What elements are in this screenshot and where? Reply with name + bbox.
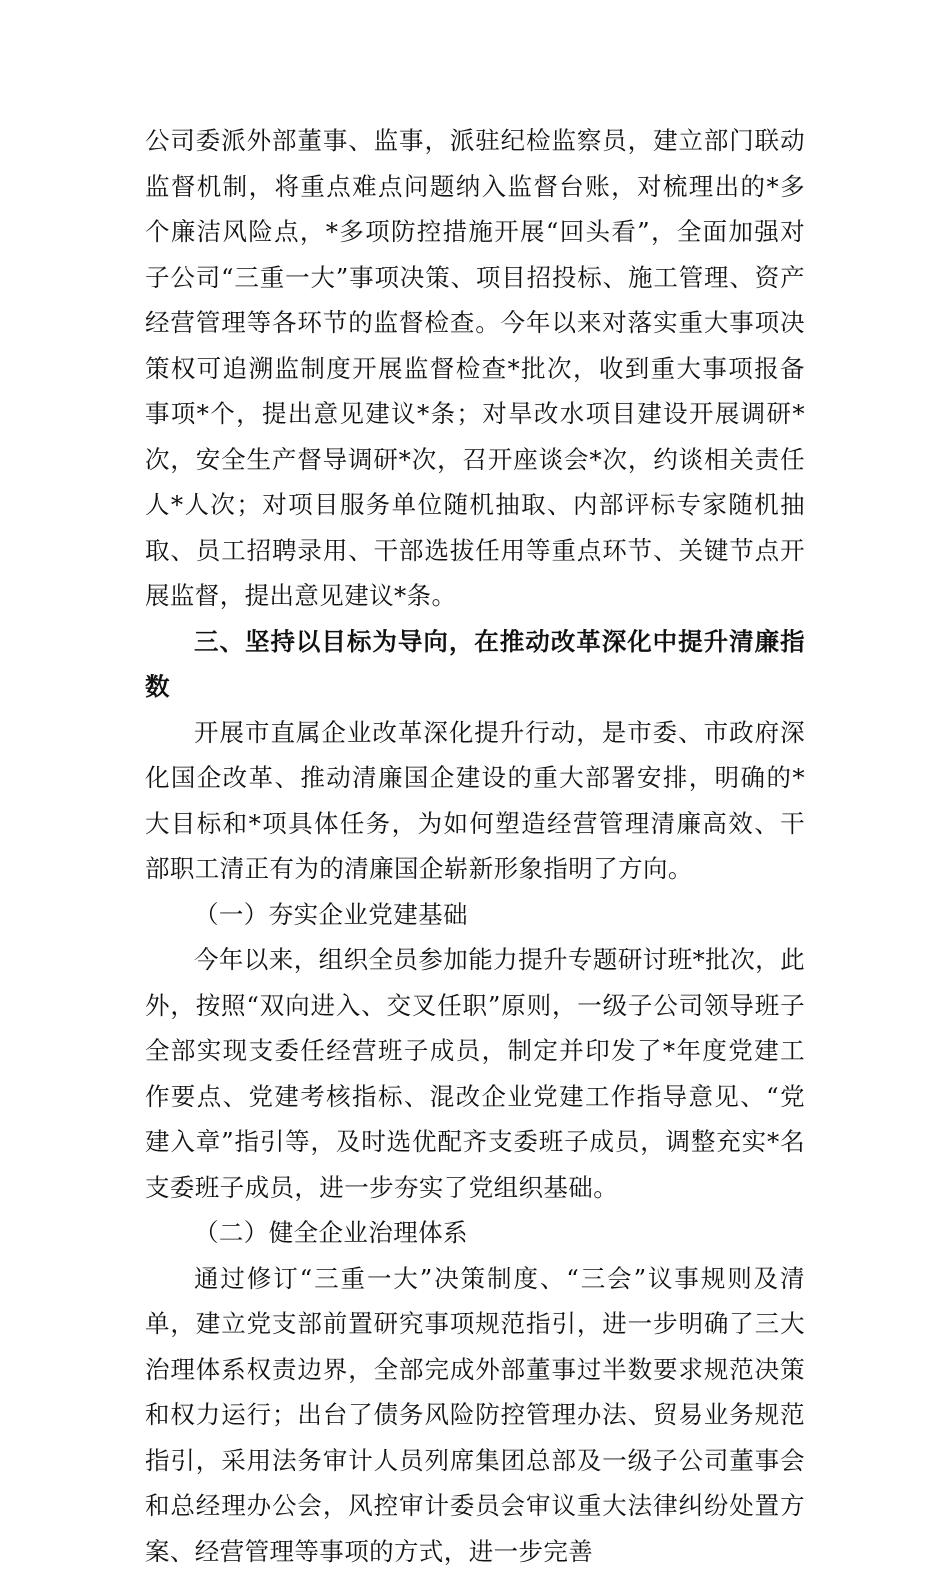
subheading-party-building: （一）夯实企业党建基础 (145, 892, 805, 938)
paragraph-party-building: 今年以来，组织全员参加能力提升专题研讨班*批次，此外，按照“双向进入、交叉任职”原则，一级子公司领导班子全部实现支委任经营班子成员，制定并印发了*年度党建工作要点、党建考核指标、混改企业党建工作指导意见、“党建入章”指引等，及时选优配齐支委班子成员，调整充实*名支委班子成员，进一步夯实了党组织基础。 (145, 937, 805, 1210)
subheading-governance: （二）健全企业治理体系 (145, 1210, 805, 1256)
paragraph-supervision: 公司委派外部董事、监事，派驻纪检监察员，建立部门联动监督机制，将重点难点问题纳入监督台账，对梳理出的*多个廉洁风险点，*多项防控措施开展“回头看”，全面加强对子公司“三重一大”事项决策、项目招投标、施工管理、资产经营管理等各环节的监督检查。今年以来对落实重大事项决策权可追溯监制度开展监督检查*批次，收到重大事项报备事项*个，提出意见建议*条；对旱改水项目建设开展调研*次，安全生产督导调研*次，召开座谈会*次，约谈相关责任人*人次；对项目服务单位随机抽取、内部评标专家随机抽取、员工招聘录用、干部选拔任用等重点环节、关键节点开展监督，提出意见建议*条。 (145, 118, 805, 619)
paragraph-reform-intro: 开展市直属企业改革深化提升行动，是市委、市政府深化国企改革、推动清廉国企建设的重大部署安排，明确的*大目标和*项具体任务，为如何塑造经营管理清廉高效、干部职工清正有为的清廉国企崭新形象指明了方向。 (145, 710, 805, 892)
section-heading-three: 三、坚持以目标为导向，在推动改革深化中提升清廉指数 (145, 619, 805, 710)
document-page (145, 118, 805, 1574)
paragraph-governance: 通过修订“三重一大”决策制度、“三会”议事规则及清单，建立党支部前置研究事项规范指引，进一步明确了三大治理体系权责边界，全部完成外部董事过半数要求规范决策和权力运行；出台了债务风险防控管理办法、贸易业务规范指引，采用法务审计人员列席集团总部及一级子公司董事会和总经理办公会，风控审计委员会审议重大法律纠纷处置方案、经营管理等事项的方式，进一步完善 (145, 1256, 805, 1574)
